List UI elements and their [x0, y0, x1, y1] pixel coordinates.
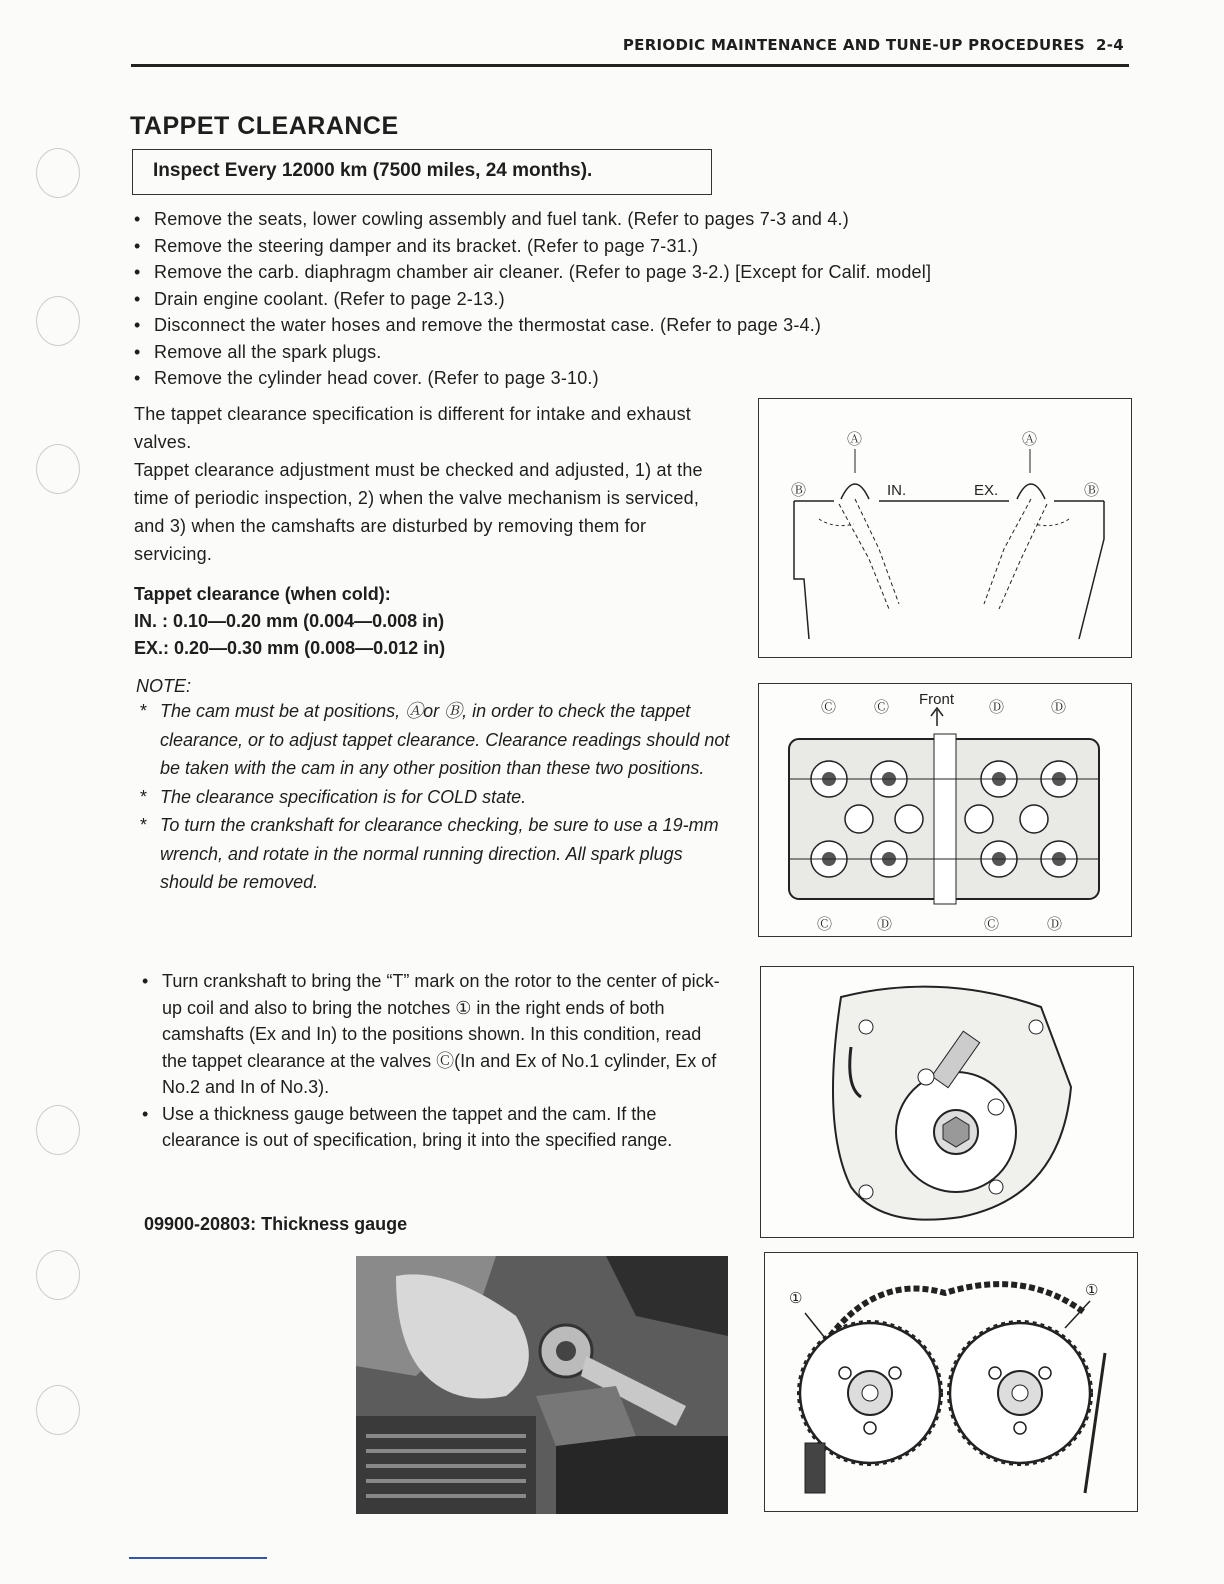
label-a-right: Ⓐ — [1022, 431, 1038, 448]
procedure-list — [140, 968, 730, 1154]
label-c: Ⓒ — [821, 699, 837, 716]
label-b-right: Ⓑ — [1084, 482, 1100, 499]
binder-hole — [36, 296, 80, 346]
label-intake: IN. — [887, 482, 907, 499]
cam-position-diagram — [758, 398, 1132, 658]
intro-text — [134, 400, 724, 568]
label-c: Ⓒ — [984, 916, 1000, 933]
footer-rule — [129, 1557, 267, 1559]
header-title: PERIODIC MAINTENANCE AND TUNE-UP PROCEDURES — [622, 36, 1085, 54]
spec-ex: EX.: 0.20—0.30 mm (0.008—0.012 in) — [134, 638, 446, 658]
label-front: Front — [919, 691, 955, 708]
binder-hole — [36, 1105, 80, 1155]
rotor-pickup-diagram — [760, 966, 1134, 1238]
intro-paragraph: Tappet clearance adjustment must be checked and adjusted, 1) at the time of periodic inspection, 2) when the valve mechanism is serviced, and 3) when the camshafts are disturbed by removing them for servicing. — [134, 460, 703, 564]
engine-photo — [356, 1256, 728, 1514]
spec-in: IN. : 0.10—0.20 mm (0.004—0.008 in) — [134, 611, 445, 631]
tool-reference: 09900-20803: Thickness gauge — [144, 1214, 408, 1234]
list-item: • Remove the seats, lower cowling assembly and fuel tank. (Refer to pages 7-3 and 4.) — [132, 206, 1132, 233]
page-header — [623, 36, 1124, 54]
label-c: Ⓒ — [817, 916, 833, 933]
clearance-spec — [134, 581, 445, 662]
list-item: • Remove the cylinder head cover. (Refer to page 3-10.) — [132, 365, 1132, 392]
label-notch-left: ① — [789, 1290, 803, 1307]
binder-hole — [36, 444, 80, 494]
binder-hole — [36, 1250, 80, 1300]
label-exhaust: EX. — [974, 482, 999, 499]
list-item: • Drain engine coolant. (Refer to page 2-13.) — [132, 286, 1132, 313]
spec-heading: Tappet clearance (when cold): — [134, 584, 391, 604]
section-title: TAPPET CLEARANCE — [130, 112, 399, 140]
label-d: Ⓓ — [1047, 916, 1063, 933]
list-item: • Remove all the spark plugs. — [132, 339, 1132, 366]
notes-list — [140, 697, 730, 897]
label-c: Ⓒ — [874, 699, 890, 716]
intro-paragraph: The tappet clearance specification is different for intake and exhaust valves. — [134, 404, 691, 452]
binder-hole — [36, 148, 80, 198]
binder-hole — [36, 1385, 80, 1435]
label-d: Ⓓ — [1051, 699, 1067, 716]
list-item: • Use a thickness gauge between the tappet and the cam. If the clearance is out of specification, bring it into the specified range. — [140, 1101, 730, 1154]
header-rule — [131, 64, 1129, 67]
list-item: • Disconnect the water hoses and remove the thermostat case. (Refer to page 3-4.) — [132, 312, 1132, 339]
list-item: • Remove the carb. diaphragm chamber air cleaner. (Refer to page 3-2.) [Except for Calif. model] — [132, 259, 1132, 286]
list-item: • Turn crankshaft to bring the “T” mark on the rotor to the center of pick-up coil and also to bring the notches ① in the right ends of both camshafts (Ex and In) to the positions shown. In this condition, read the tappet clearance at the valves Ⓒ(In and Ex of No.1 cylinder, Ex of No.2 and In of No.3). — [140, 968, 730, 1101]
list-item: • Remove the steering damper and its bracket. (Refer to page 7-31.) — [132, 233, 1132, 260]
label-notch-right: ① — [1085, 1282, 1099, 1299]
prep-steps-list — [132, 206, 1132, 392]
label-d: Ⓓ — [989, 699, 1005, 716]
camshaft-sprocket-diagram — [764, 1252, 1138, 1512]
page-number: 2-4 — [1096, 36, 1124, 54]
label-d: Ⓓ — [877, 916, 893, 933]
note-item: * The clearance specification is for COLD state. — [140, 783, 730, 812]
cylinder-head-diagram — [758, 683, 1132, 937]
note-item: * The cam must be at positions, Ⓐor Ⓑ, in order to check the tappet clearance, or to adjust tappet clearance. Clearance readings should not be taken with the cam in any other position than these two positions. — [140, 697, 730, 783]
label-a-left: Ⓐ — [847, 431, 863, 448]
inspect-interval-box: Inspect Every 12000 km (7500 miles, 24 months). — [132, 149, 712, 195]
note-item: * To turn the crankshaft for clearance checking, be sure to use a 19-mm wrench, and rotate in the normal running direction. All spark plugs should be removed. — [140, 811, 730, 897]
label-b-left: Ⓑ — [791, 482, 807, 499]
note-title: NOTE: — [136, 676, 192, 696]
